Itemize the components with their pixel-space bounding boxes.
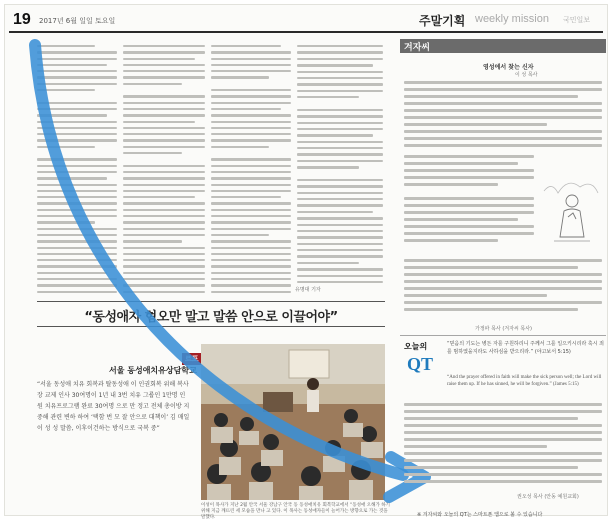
pull-quote: “동성애자 혐오만 말고 말씀 안으로 이끌어야” <box>84 310 338 325</box>
column-body-text <box>404 81 602 153</box>
column-byline: 가정파 목사 (겨자씨 목사) <box>475 326 532 332</box>
photo-caption: 이성이 목사가 지난 2월 안국 서울 강남구 안국 동 동성애치유 회복학교에서 “동성애 오해가 하기 위해 지금 깨뜨린 세 모습을 만나 고 있다. 이 목사는 동성애자들이 늘어가는 방향으로 가는 것을 말했다. <box>201 503 390 520</box>
column-header-title: 겨자씨 <box>404 43 431 53</box>
date-line: 2017년 6월 일일 토요일 <box>39 17 116 25</box>
qt-body-text <box>404 403 602 489</box>
lower-left-column-text: “서울 동성애 치유 회복과 탈동성애 이 인권회복 위해 복사 장 교제 인사 30여명이 1년 내 3번 치유 그룹인 1만명 인 원 치유프로그램 완료 30여명 으로 만 정고 전체 총이방 지중해 관련 변하 하여 ‘택함 번 모 잘 안으로 대책이’ 김 매일이 성 성 말씀, 이후이건하는 방식으로 국복 중” <box>37 381 190 432</box>
publisher-name: 국민일보 <box>563 16 591 24</box>
column-body-text-wrap <box>404 155 534 255</box>
qt-logo: QT <box>407 354 434 374</box>
praying-figure-illustration <box>540 155 602 253</box>
school-name: 서울 동성애치유상담학교 <box>109 366 197 375</box>
footer-note: ※ 겨자씨와 오늘의 QT는 스마트폰 앱으로 볼 수 있습니다 <box>417 512 543 518</box>
page-number: 19 <box>13 11 31 28</box>
column-author: 이 성 목사 <box>515 72 538 78</box>
qt-signature: 권오성 목사 (안동 예원교회) <box>517 494 579 500</box>
qt-label: 오늘의 <box>404 342 428 351</box>
column-tag: 르포 <box>182 353 202 365</box>
section-subtitle: weekly mission <box>475 13 549 25</box>
column-header-bar <box>400 39 606 53</box>
section-title: 주말기획 <box>419 14 466 28</box>
column-body-text-lower <box>404 259 602 321</box>
article-byline: 유명대 기자 <box>295 287 321 293</box>
newspaper-sheet <box>4 4 608 520</box>
qt-verse-korean: “믿음의 기도는 병든 자를 구원하리니 주께서 그를 일으키시리라 혹시 죄를 범하였을지라도 사하심을 받으리라.” (야고보서 5:15) <box>447 341 604 355</box>
qt-verse-english: “And the prayer offered in faith will make the sick person well; the Lord will raise them up. If he has sinned, he will be forgiven.” (James 5:15) <box>447 375 602 387</box>
column-subtitle: 영성에서 찾는 신자 <box>483 64 534 71</box>
